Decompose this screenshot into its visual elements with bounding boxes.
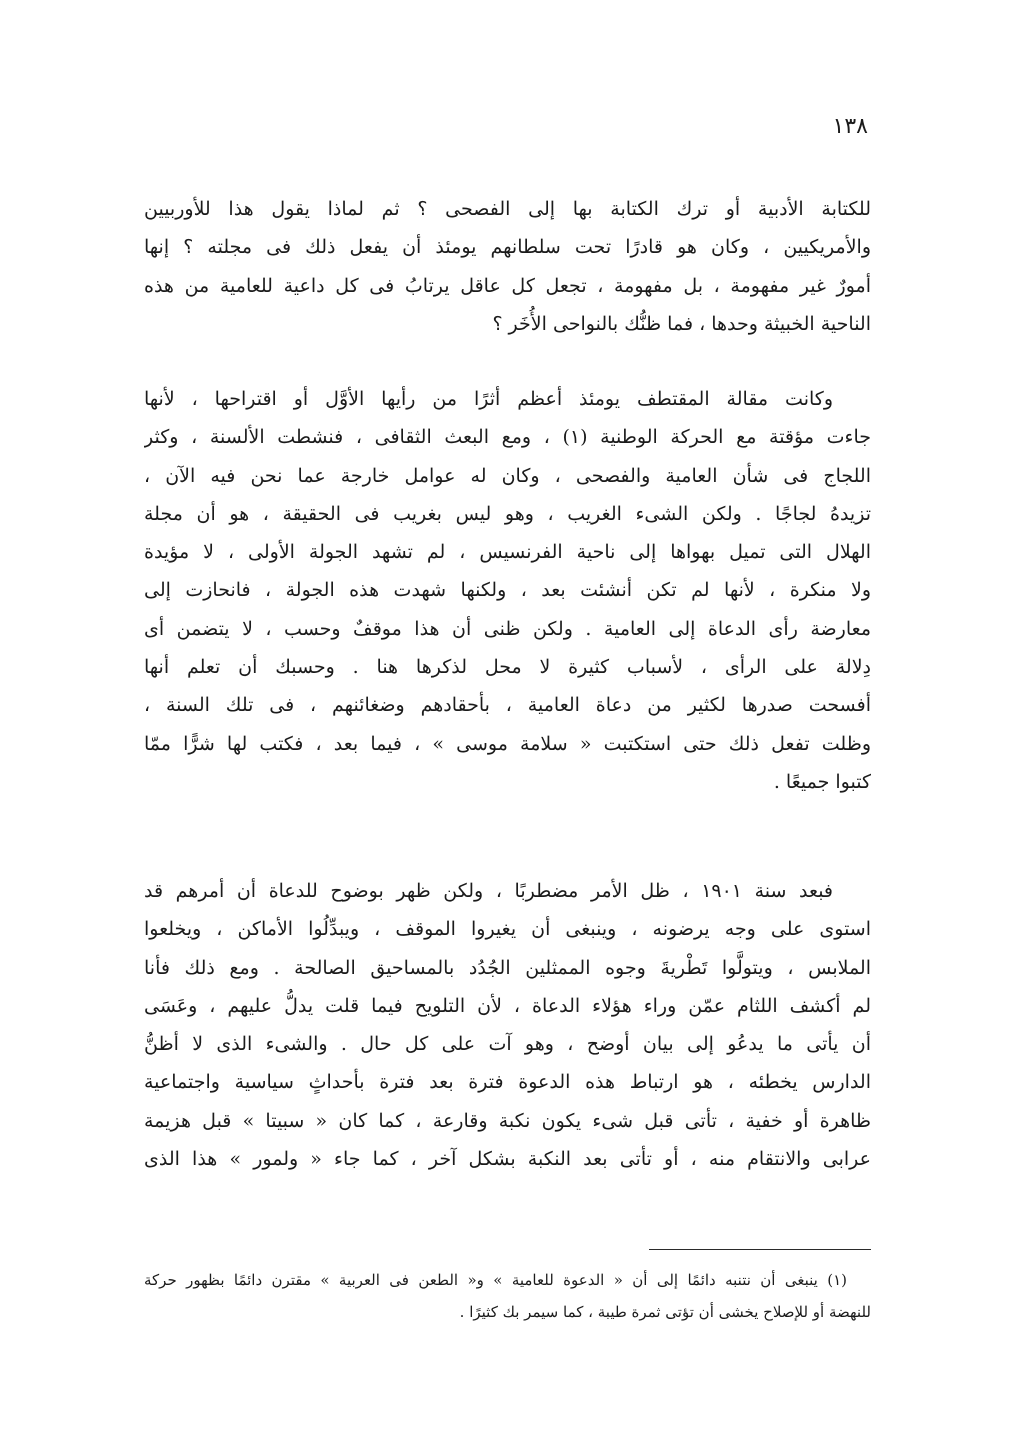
paragraph-line: فبعد سنة ١٩٠١ ، ظل الأمر مضطربًا ، ولكن ظهر بوضوح للدعاة أن أمرهم قد bbox=[144, 880, 834, 902]
paragraph-line: أن يأتى ما يدعُو إلى بيان أوضح ، وهو آت على كل حال . والشىء الذى لا أظنُّ bbox=[144, 1033, 871, 1056]
paragraph-3 bbox=[144, 872, 871, 1178]
paragraph-line: استوى على وجه يرضونه ، وينبغى أن يغيروا الموقف ، ويبدِّلُوا الأماكن ، ويخلعوا bbox=[144, 918, 871, 941]
paragraph-line: اللجاج فى شأن العامية والفصحى ، وكان له عوامل خارجة عما نحن فيه الآن ، bbox=[144, 464, 871, 487]
footnote-line: للنهضة أو للإصلاح يخشى أن تؤتى ثمرة طيبة ، كما سيمر بك كثيرًا . bbox=[459, 1303, 871, 1321]
paragraph-line: لم أكشف اللثام عمّن وراء هؤلاء الدعاة ، لأن التلويح فيما قلت يدلُّ عليهم ، وعَسَى bbox=[144, 994, 871, 1017]
paragraph-line: دِلالة على الرأى ، لأسباب كثيرة لا محل لذكرها هنا . وحسبك أن تعلم أنها bbox=[144, 656, 871, 679]
paragraph-line: عرابى والانتقام منه ، أو تأتى بعد النكبة بشكل آخر ، كما جاء « ولمور » هذا الذى bbox=[144, 1148, 871, 1171]
paragraph-line: ولا منكرة ، لأنها لم تكن أنشئت بعد ، ولكنها شهدت هذه الجولة ، فانحازت إلى bbox=[144, 579, 871, 602]
paragraph-line: ظاهرة أو خفية ، تأتى قبل شىء يكون نكبة وقارعة ، كما كان « سبيتا » قبل هزيمة bbox=[144, 1109, 871, 1132]
paragraph-2 bbox=[144, 380, 871, 801]
paragraph-line: كتبوا جميعًا . bbox=[773, 770, 871, 793]
paragraph-line: تزيدهُ لجاجًا . ولكن الشىء الغريب ، وهو ليس بغريب فى الحقيقة ، هو أن مجلة bbox=[144, 502, 871, 525]
paragraph-line: معارضة رأى الدعاة إلى العامية . ولكن ظنى أن هذا موقفٌ وحسب ، لا يتضمن أى bbox=[144, 617, 871, 640]
footnote-divider bbox=[649, 1249, 871, 1250]
paragraph-line: أفسحت صدرها لكثير من دعاة العامية ، بأحقادهم وضغائنهم ، فى تلك السنة ، bbox=[144, 694, 871, 717]
paragraph-line: الهلال التى تميل بهواها إلى ناحية الفرنسيس ، لم تشهد الجولة الأولى ، لا مؤيدة bbox=[144, 541, 871, 564]
paragraph-line: وكانت مقالة المقتطف يومئذ أعظم أثرًا من رأيها الأوَّل أو اقتراحها ، لأنها bbox=[144, 388, 833, 410]
paragraph-1 bbox=[144, 190, 871, 343]
paragraph-line: الناحية الخبيثة وحدها ، فما ظنُّك بالنواحى الأُخَر ؟ bbox=[492, 312, 871, 335]
paragraph-line: جاءت مؤقتة مع الحركة الوطنية (١) ، ومع البعث الثقافى ، فنشطت الألسنة ، وكثر bbox=[144, 426, 871, 449]
footnote bbox=[144, 1264, 871, 1328]
paragraph-line: الدارس يخطئه ، هو ارتباط هذه الدعوة فترة بعد فترة بأحداثٍ سياسية واجتماعية bbox=[144, 1071, 871, 1094]
paragraph-line: والأمريكيين ، وكان هو قادرًا تحت سلطانهم يومئذ أن يفعل ذلك فى مجلته ؟ إنها bbox=[144, 236, 871, 259]
paragraph-line: وظلت تفعل ذلك حتى استكتبت « سلامة موسى » ، فيما بعد ، فكتب لها شرًّا ممّا bbox=[144, 732, 871, 755]
paragraph-line: للكتابة الأدبية أو ترك الكتابة بها إلى الفصحى ؟ ثم لماذا يقول هذا للأوربيين bbox=[144, 198, 871, 220]
paragraph-line: أمورٌ غير مفهومة ، بل مفهومة ، تجعل كل عاقل يرتابُ فى كل داعية للعامية من هذه bbox=[144, 274, 871, 297]
page-number: ١٣٨ bbox=[832, 114, 868, 139]
footnote-line: (١) ينبغى أن نتنبه دائمًا إلى أن « الدعوة للعامية » و« الطعن فى العربية » مقترن دائمًا بظهور حركة bbox=[144, 1271, 847, 1289]
paragraph-line: الملابس ، ويتولَّوا تَطْريةَ وجوه الممثلين الجُدُد بالمساحيق الصالحة . ومع ذلك فأنا bbox=[144, 956, 871, 979]
